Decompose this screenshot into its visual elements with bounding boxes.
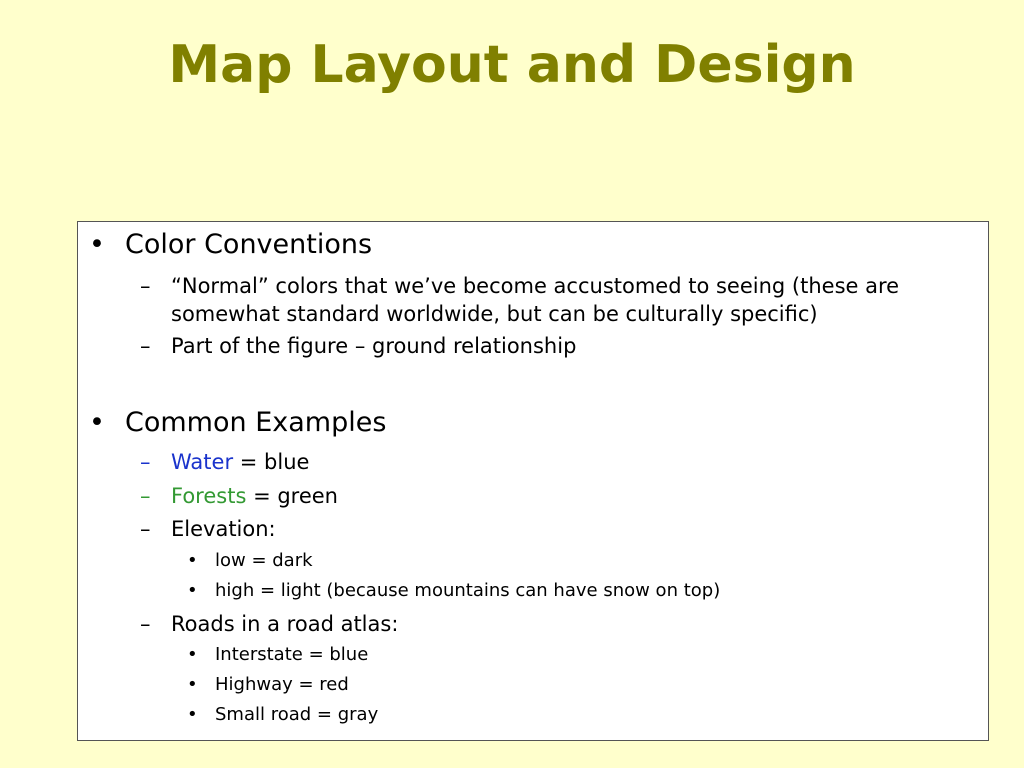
highlight-rest: = green — [246, 484, 338, 508]
sub-bullet-text — [171, 448, 309, 476]
sub-sub-bullet-text: low = dark — [215, 550, 313, 571]
sub-bullet-text: Elevation: — [171, 517, 276, 541]
dash-marker: – — [140, 484, 151, 508]
bullet-marker: • — [187, 644, 198, 665]
dash-marker: – — [140, 450, 151, 474]
bullet-marker: • — [187, 674, 198, 695]
sub-sub-bullet-text: Highway = red — [215, 674, 349, 695]
dash-marker: – — [140, 612, 151, 636]
sub-bullet-text: Part of the figure – ground relationship — [171, 334, 577, 358]
sub-sub-bullet-text: Small road = gray — [215, 704, 379, 725]
bullet-marker: • — [187, 704, 198, 725]
bullet-marker: • — [187, 580, 198, 601]
slide-title: Map Layout and Design — [168, 35, 856, 95]
bullet-text: Common Examples — [125, 407, 387, 438]
bullet-marker: • — [89, 407, 105, 438]
highlight-rest: = blue — [233, 450, 310, 474]
sub-bullet-text — [171, 482, 338, 510]
highlight-word: Forests — [171, 484, 247, 508]
sub-sub-bullet-text: high = light (because mountains can have snow on top) — [215, 580, 721, 601]
dash-marker: – — [140, 274, 151, 298]
sub-bullet-text: “Normal” colors that we’ve become accustomed to seeing (these are somewhat standard worldwide, but can be culturally specific) — [171, 274, 900, 326]
highlight-word: Water — [171, 450, 234, 474]
dash-marker: – — [140, 517, 151, 541]
dash-marker: – — [140, 334, 151, 358]
bullet-marker: • — [187, 550, 198, 571]
bullet-marker: • — [89, 229, 105, 260]
bullet-text: Color Conventions — [125, 229, 373, 260]
sub-bullet-text: Roads in a road atlas: — [171, 612, 399, 636]
content-box — [77, 221, 989, 741]
sub-sub-bullet-text: Interstate = blue — [215, 644, 369, 665]
